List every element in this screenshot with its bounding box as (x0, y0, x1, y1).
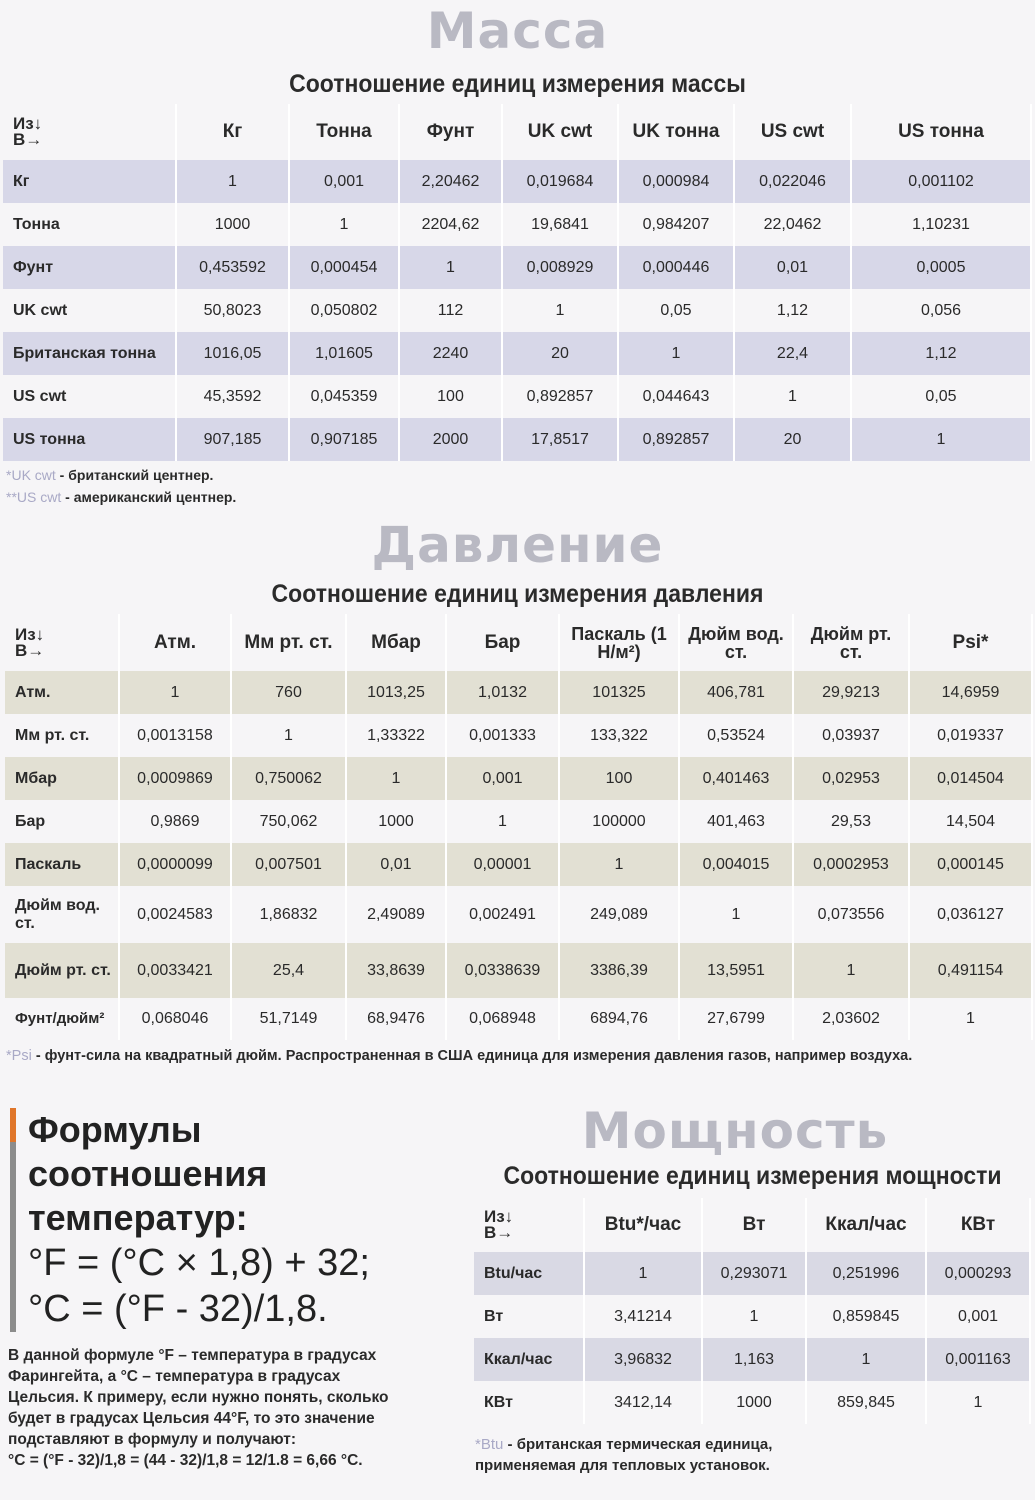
mass-table-subtitle: Соотношение единиц измерения массы (289, 70, 746, 98)
table-cell: 0,001 (289, 160, 399, 203)
column-header: Psi* (909, 614, 1032, 671)
table-cell: 0,056 (851, 289, 1031, 332)
table-cell: 1 (399, 246, 502, 289)
accent-bar (10, 1108, 16, 1142)
table-cell: 14,6959 (909, 671, 1032, 714)
table-cell: 0,036127 (909, 886, 1032, 943)
table-cell: 0,0000099 (119, 843, 231, 886)
table-cell: 0,53524 (679, 714, 793, 757)
table-row (5, 998, 1032, 1040)
table-cell: 2,20462 (399, 160, 502, 203)
table-cell: 1 (679, 886, 793, 943)
column-header: Бар (446, 614, 559, 671)
power-section-title: Мощность (581, 1102, 889, 1160)
table-cell: 0,750062 (231, 757, 346, 800)
table-cell: 1 (618, 332, 734, 375)
table-cell: 1 (231, 714, 346, 757)
power-footnote-btu-cont: применяемая для тепловых установок. (475, 1457, 770, 1474)
table-cell: 0,01 (734, 246, 851, 289)
temperature-heading-line: Формулы (28, 1109, 202, 1150)
table-row (474, 1252, 1030, 1295)
pressure-section-title: Давление (371, 516, 664, 574)
row-header: Британская тонна (3, 332, 176, 375)
table-cell: 859,845 (806, 1381, 926, 1424)
table-cell: 19,6841 (502, 203, 618, 246)
table-cell: 401,463 (679, 800, 793, 843)
table-cell: 0,000446 (618, 246, 734, 289)
table-cell: 0,01 (346, 843, 446, 886)
table-cell: 1000 (346, 800, 446, 843)
column-header: КВт (926, 1198, 1030, 1252)
table-cell: 20 (502, 332, 618, 375)
table-cell: 0,0002953 (793, 843, 909, 886)
mass-footnote-uk-cwt: *UK cwt - британский центнер. (6, 467, 214, 483)
table-row (5, 843, 1032, 886)
table-cell: 112 (399, 289, 502, 332)
table-cell: 0,022046 (734, 160, 851, 203)
table-cell: 0,453592 (176, 246, 289, 289)
column-header: US тонна (851, 104, 1031, 160)
table-cell: 0,001 (926, 1295, 1030, 1338)
table-cell: 0,001 (446, 757, 559, 800)
table-cell: 14,504 (909, 800, 1032, 843)
pressure-table-subtitle: Соотношение единиц измерения давления (271, 580, 764, 608)
explanation-line: будет в градусах Цельсия 44°F, то это значение (8, 1410, 375, 1427)
column-header: Дюйм рт. ст. (793, 614, 909, 671)
temperature-explanation (8, 1345, 438, 1471)
table-cell: 2,49089 (346, 886, 446, 943)
row-header: Паскаль (5, 843, 119, 886)
table-cell: 0,0338639 (446, 943, 559, 998)
table-cell: 0,892857 (618, 418, 734, 461)
power-conversion-table (474, 1198, 1031, 1424)
column-header: UK cwt (502, 104, 618, 160)
table-cell: 45,3592 (176, 375, 289, 418)
table-cell: 1,01605 (289, 332, 399, 375)
power-footnote-btu: *Btu - британская термическая единица, (475, 1436, 773, 1453)
table-cell: 101325 (559, 671, 679, 714)
table-cell: 100000 (559, 800, 679, 843)
table-cell: 0,001102 (851, 160, 1031, 203)
table-cell: 1 (176, 160, 289, 203)
column-header: Btu*/час (584, 1198, 702, 1252)
table-row (5, 757, 1032, 800)
table-cell: 1,12 (851, 332, 1031, 375)
mass-section-title: Масса (426, 2, 609, 60)
table-cell: 0,0013158 (119, 714, 231, 757)
table-row (5, 943, 1032, 998)
table-cell: 50,8023 (176, 289, 289, 332)
table-cell: 0,0009869 (119, 757, 231, 800)
table-corner-label: Из↓ В→ (3, 104, 176, 160)
table-row (5, 800, 1032, 843)
table-cell: 406,781 (679, 671, 793, 714)
row-header: КВт (474, 1381, 584, 1424)
row-header: Вт (474, 1295, 584, 1338)
table-cell: 0,05 (618, 289, 734, 332)
table-cell: 29,9213 (793, 671, 909, 714)
table-cell: 1016,05 (176, 332, 289, 375)
table-cell: 1 (702, 1295, 806, 1338)
formula-fahrenheit: °F = (°C × 1,8) + 32; (28, 1242, 370, 1284)
column-header: US cwt (734, 104, 851, 160)
table-cell: 0,05 (851, 375, 1031, 418)
power-table-subtitle: Соотношение единиц измерения мощности (503, 1162, 1002, 1190)
table-cell: 1,86832 (231, 886, 346, 943)
row-header: Дюйм вод. ст. (5, 886, 119, 943)
table-cell: 2,03602 (793, 998, 909, 1040)
table-row (5, 671, 1032, 714)
row-header: Ккал/час (474, 1338, 584, 1381)
table-cell: 25,4 (231, 943, 346, 998)
table-corner-label: Из↓ В→ (5, 614, 119, 671)
pressure-footnote-psi: *Psi - фунт-сила на квадратный дюйм. Распространенная в США единица для измерения давления газов, например воздуха. (6, 1048, 913, 1064)
row-header: US cwt (3, 375, 176, 418)
table-cell: 1 (584, 1252, 702, 1295)
table-cell: 0,001163 (926, 1338, 1030, 1381)
table-cell: 0,293071 (702, 1252, 806, 1295)
table-cell: 1 (734, 375, 851, 418)
column-header: Кг (176, 104, 289, 160)
table-cell: 33,8639 (346, 943, 446, 998)
row-header: Btu/час (474, 1252, 584, 1295)
explanation-line: подставляют в формулу и получают: (8, 1431, 296, 1448)
temperature-formula-block (10, 1108, 436, 1332)
table-cell: 22,0462 (734, 203, 851, 246)
row-header: Атм. (5, 671, 119, 714)
table-cell: 3,41214 (584, 1295, 702, 1338)
table-cell: 2240 (399, 332, 502, 375)
table-row (5, 714, 1032, 757)
mass-conversion-table (3, 104, 1032, 461)
table-cell: 0,907185 (289, 418, 399, 461)
table-cell: 22,4 (734, 332, 851, 375)
table-row (5, 886, 1032, 943)
table-row (474, 1295, 1030, 1338)
explanation-line: Фарингейта, а °C – температура в градусах (8, 1368, 341, 1385)
table-cell: 0,019337 (909, 714, 1032, 757)
table-cell: 1013,25 (346, 671, 446, 714)
table-cell: 0,000145 (909, 843, 1032, 886)
formula-celsius: °C = (°F - 32)/1,8. (28, 1288, 328, 1330)
table-cell: 0,004015 (679, 843, 793, 886)
column-header: Тонна (289, 104, 399, 160)
table-cell: 0,02953 (793, 757, 909, 800)
table-cell: 1,33322 (346, 714, 446, 757)
column-header: UK тонна (618, 104, 734, 160)
table-cell: 0,03937 (793, 714, 909, 757)
table-cell: 1 (119, 671, 231, 714)
row-header: Фунт (3, 246, 176, 289)
table-cell: 1 (289, 203, 399, 246)
table-cell: 0,068948 (446, 998, 559, 1040)
table-cell: 17,8517 (502, 418, 618, 461)
table-cell: 0,0024583 (119, 886, 231, 943)
table-cell: 1,163 (702, 1338, 806, 1381)
column-header: Мм рт. ст. (231, 614, 346, 671)
table-cell: 0,491154 (909, 943, 1032, 998)
row-header: US тонна (3, 418, 176, 461)
row-header: Тонна (3, 203, 176, 246)
table-row (3, 289, 1031, 332)
row-header: UK cwt (3, 289, 176, 332)
table-cell: 760 (231, 671, 346, 714)
table-row (3, 418, 1031, 461)
table-cell: 2204,62 (399, 203, 502, 246)
table-cell: 0,045359 (289, 375, 399, 418)
table-cell: 0,044643 (618, 375, 734, 418)
explanation-line: °C = (°F - 32)/1,8 = (44 - 32)/1,8 = 12/1.8 = 6,66 °C. (8, 1452, 363, 1469)
table-cell: 1000 (176, 203, 289, 246)
column-header: Дюйм вод. ст. (679, 614, 793, 671)
table-cell: 0,000454 (289, 246, 399, 289)
table-cell: 0,068046 (119, 998, 231, 1040)
table-cell: 100 (399, 375, 502, 418)
table-cell: 51,7149 (231, 998, 346, 1040)
table-cell: 0,014504 (909, 757, 1032, 800)
table-cell: 0,984207 (618, 203, 734, 246)
table-cell: 1 (559, 843, 679, 886)
table-cell: 0,000293 (926, 1252, 1030, 1295)
table-row (474, 1338, 1030, 1381)
mass-header-row (3, 104, 1031, 160)
table-cell: 0,859845 (806, 1295, 926, 1338)
table-cell: 907,185 (176, 418, 289, 461)
row-header: Фунт/дюйм² (5, 998, 119, 1040)
table-cell: 1 (926, 1381, 1030, 1424)
table-row (474, 1381, 1030, 1424)
mass-footnote-us-cwt: **US cwt - американский центнер. (6, 489, 237, 505)
table-cell: 20 (734, 418, 851, 461)
table-cell: 3,96832 (584, 1338, 702, 1381)
table-cell: 0,019684 (502, 160, 618, 203)
table-cell: 2000 (399, 418, 502, 461)
table-cell: 0,401463 (679, 757, 793, 800)
table-row (3, 332, 1031, 375)
table-cell: 1 (793, 943, 909, 998)
column-header: Паскаль (1 Н/м²) (559, 614, 679, 671)
table-cell: 1,12 (734, 289, 851, 332)
row-header: Кг (3, 160, 176, 203)
pressure-header-row (5, 614, 1032, 671)
table-row (3, 375, 1031, 418)
row-header: Мм рт. ст. (5, 714, 119, 757)
explanation-line: Цельсия. К примеру, если нужно понять, сколько (8, 1389, 389, 1406)
table-cell: 0,073556 (793, 886, 909, 943)
table-cell: 133,322 (559, 714, 679, 757)
power-header-row (474, 1198, 1030, 1252)
temperature-heading-line: соотношения (28, 1153, 268, 1194)
table-cell: 0,251996 (806, 1252, 926, 1295)
pressure-conversion-table (5, 614, 1033, 1040)
column-header: Мбар (346, 614, 446, 671)
row-header: Дюйм рт. ст. (5, 943, 119, 998)
column-header: Атм. (119, 614, 231, 671)
table-cell: 1,10231 (851, 203, 1031, 246)
table-cell: 0,0033421 (119, 943, 231, 998)
table-row (3, 203, 1031, 246)
table-cell: 3412,14 (584, 1381, 702, 1424)
table-cell: 0,000984 (618, 160, 734, 203)
table-cell: 0,001333 (446, 714, 559, 757)
temperature-heading-line: температур: (28, 1197, 248, 1238)
explanation-line: В данной формуле °F – температура в градусах (8, 1347, 377, 1364)
column-header: Вт (702, 1198, 806, 1252)
table-cell: 0,0005 (851, 246, 1031, 289)
table-cell: 100 (559, 757, 679, 800)
row-header: Бар (5, 800, 119, 843)
table-cell: 0,007501 (231, 843, 346, 886)
table-cell: 1000 (702, 1381, 806, 1424)
table-cell: 1 (851, 418, 1031, 461)
table-cell: 0,00001 (446, 843, 559, 886)
row-header: Мбар (5, 757, 119, 800)
table-cell: 0,050802 (289, 289, 399, 332)
table-cell: 27,6799 (679, 998, 793, 1040)
column-header: Фунт (399, 104, 502, 160)
table-cell: 1 (806, 1338, 926, 1381)
table-cell: 1 (446, 800, 559, 843)
table-cell: 3386,39 (559, 943, 679, 998)
table-cell: 13,5951 (679, 943, 793, 998)
table-cell: 1 (346, 757, 446, 800)
table-cell: 1 (502, 289, 618, 332)
table-cell: 6894,76 (559, 998, 679, 1040)
table-cell: 1,0132 (446, 671, 559, 714)
table-cell: 0,892857 (502, 375, 618, 418)
table-cell: 1 (909, 998, 1032, 1040)
table-cell: 68,9476 (346, 998, 446, 1040)
table-cell: 0,9869 (119, 800, 231, 843)
table-cell: 0,008929 (502, 246, 618, 289)
column-header: Ккал/час (806, 1198, 926, 1252)
table-cell: 0,002491 (446, 886, 559, 943)
table-cell: 249,089 (559, 886, 679, 943)
table-cell: 750,062 (231, 800, 346, 843)
table-corner-label: Из↓ В→ (474, 1198, 584, 1252)
table-cell: 29,53 (793, 800, 909, 843)
table-row (3, 246, 1031, 289)
table-row (3, 160, 1031, 203)
